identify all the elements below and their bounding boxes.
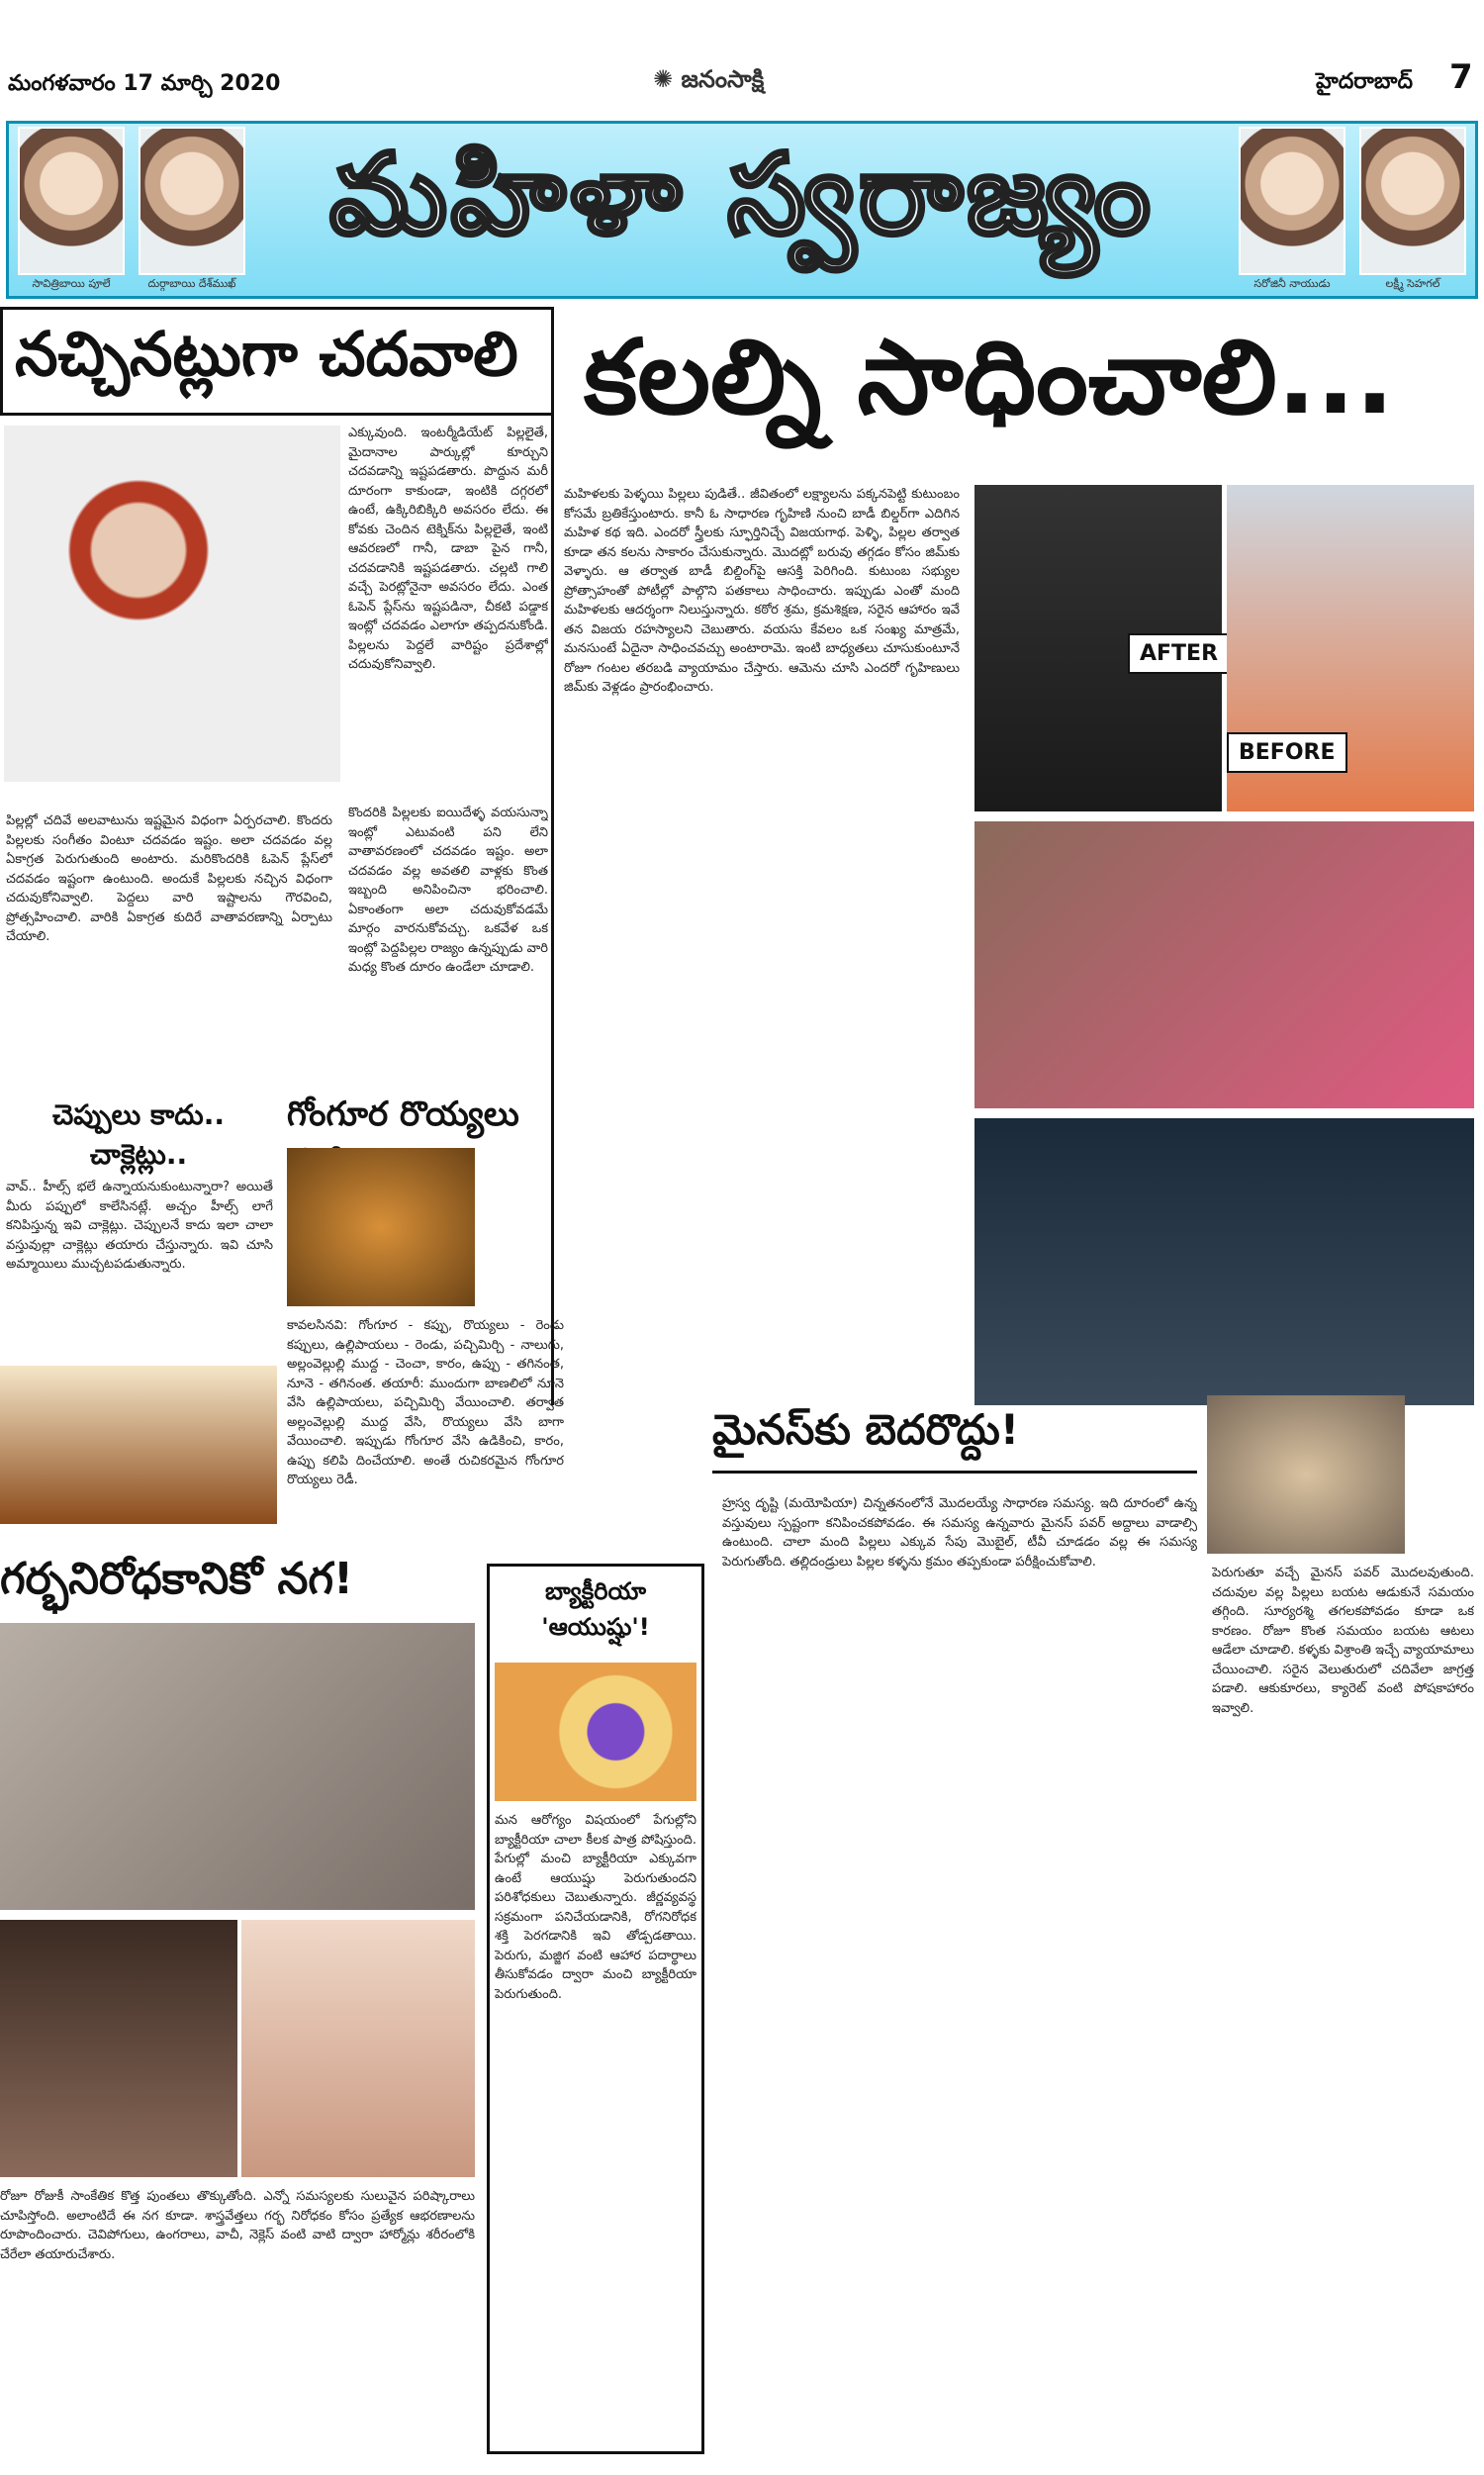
portrait-caption: దుర్గాబాయి దేశ్‌ముఖ్	[147, 277, 236, 290]
slippers-body: వావ్.. హీల్స్ భలే ఉన్నాయనుకుంటున్నారా? అయితే మీరు పప్పులో కాలేసినట్లే. అచ్చం హీల్స్ లాగే కనిపిస్తున్న ఇవి చాక్లెట్లు. చెప్పులనే కాదు ఇలా చాలా వస్తువుల్లా చాక్లెట్లు తయారు చేస్తున్నారు. ఇవి చూసి అమ్మాయిలు ముచ్చటపడుతున్నారు.	[6, 1180, 273, 1272]
recipe-photo	[287, 1148, 475, 1306]
study-column-3: పిల్లల్లో చదివే అలవాటును ఇష్టమైన విధంగా ఏర్పరచాలి. కొందరు పిల్లలకు సంగీతం వింటూ చదవడం ఇష్టం. అలా చదవడం వల్ల ఏకాగ్రత పెరుగుతుంది అంటారు. మరికొందరికి ఓపెన్ ప్లేస్‌లో చదవడం ఇష్టంగా ఉంటుంది. అందుకే పిల్లలకు నచ్చిన విధంగా చదువుకోనివ్వాలి. పెద్దలు వారి ఇష్టాలను గౌరవించి, ప్రోత్సహించాలి. వారికి ఏకాగ్రత కుదిరే వాతావరణాన్ని ఏర్పాటు చేయాలి.	[6, 813, 332, 944]
after-label: AFTER	[1128, 633, 1230, 674]
study-column-1: ఎక్కువుంది. ఇంటర్మీడియేట్ పిల్లలైతే, మైదానాల పార్కుల్లో కూర్చుని చదవడాన్ని ఇష్టపడతారు. పొద్దున మరీ దూరంగా కాకుండా, ఇంటికి దగ్గరలో ఉంటే, ఉక్కిరిబిక్కిరి అవసరం లేదు. ఈ కోవకు చెందిన టెక్నిక్‌ను పిల్లలైతే, ఇంటి ఆవరణలో గానీ, డాబా పైన గానీ, చదవడానికి ఇష్టపడతారు. చల్లటి గాలి వచ్చే పెరట్లోనైనా అవసరం లేదు. ఎంత ఓపెన్ ప్లేస్‌ను ఇష్టపడినా, చీకటి పడ్డాక ఇంట్లో చదవడం ఎలాగూ తప్పదనుకోండి. పిల్లలను పెద్దలే వారిష్టం ప్రదేశాల్లో చదువుకోనివ్వాలి.	[348, 426, 548, 672]
bacteria-body: మన ఆరోగ్యం విషయంలో పేగుల్లోని బ్యాక్టీరియా చాలా కీలక పాత్ర పోషిస్తుంది. పేగుల్లో మంచి బ్యాక్టీరియా ఎక్కువగా ఉంటే ఆయుష్షు పెరుగుతుందని పరిశోధకులు చెబుతున్నారు. జీర్ణవ్యవస్థ సక్రమంగా పనిచేయడానికి, రోగనిరోధక శక్తి పెరగడానికి ఇవి తోడ్పడతాయి. పెరుగు, మజ్జిగ వంటి ఆహార పదార్థాలు తీసుకోవడం ద్వారా మంచి బ్యాక్టీరియా పెరుగుతుంది.	[495, 1813, 696, 2002]
jewellery-photo	[0, 1623, 475, 1910]
page-number: 7	[1449, 57, 1473, 97]
dream-article-title: కలల్ని సాధించాలి...	[584, 317, 1395, 437]
family-photo	[974, 1118, 1474, 1405]
earring-photo	[0, 1920, 237, 2177]
slippers-title: చెప్పులు కాదు.. చాక్లెట్లు..	[52, 1098, 225, 1171]
portrait-caption: సరోజినీ నాయుడు	[1253, 277, 1331, 290]
minus-column-1: హ్రస్వ దృష్టి (మయోపియా) చిన్నతనంలోనే మొదలయ్యే సాధారణ సమస్య. ఇది దూరంలో ఉన్న వస్తువులు స్పష్టంగా కనిపించకపోవడం. ఈ సమస్య ఉన్నవారు మైనస్ పవర్ అద్దాలు వాడాల్సి ఉంటుంది. చాలా మంది పిల్లలు ఎక్కువ సేపు మొబైల్, టీవీ చూడడం వల్ల ఈ సమస్య పెరుగుతోంది. తల్లిదండ్రులు పిల్లల కళ్ళను క్రమం తప్పకుండా పరీక్షించుకోవాలి.	[722, 1496, 1197, 1570]
newspaper-name: జనంసాక్షి	[681, 65, 765, 93]
portrait-image	[139, 127, 245, 275]
contraception-body: రోజూ రోజుకీ సాంకేతిక కొత్త పుంతలు తొక్కుతోంది. ఎన్నో సమస్యలకు సులువైన పరిష్కారాలు చూపిస్తోంది. అలాంటిదే ఈ నగ కూడా. శాస్త్రవేత్తలు గర్భ నిరోధకం కోసం ప్రత్యేక ఆభరణాలను రూపొందించారు. చెవిపోగులు, ఉంగరాలు, వాచీ, నెక్లెస్ వంటి వాటి ద్వారా హార్మోన్లు శరీరంలోకి చేరేలా తయారుచేశారు.	[0, 2189, 475, 2262]
minus-column-2: పెరుగుతూ వచ్చే మైనస్ పవర్ మొదలవుతుంది. చదువుల వల్ల పిల్లలు బయట ఆడుకునే సమయం తగ్గింది. సూర్యరశ్మి తగలకపోవడం కూడా ఒక కారణం. రోజూ కొంత సమయం బయట ఆటలు ఆడేలా చూడాలి. కళ్ళకు విశ్రాంతి ఇచ్చే వ్యాయామాలు చేయించాలి. సరైన వెలుతురులో చదివేలా జాగ్రత్త పడాలి. ఆకుకూరలు, క్యారెట్ వంటి పోషకాహారం ఇవ్వాలి.	[1212, 1566, 1474, 1716]
glasses-photo	[1207, 1395, 1405, 1554]
portrait-caption: సావిత్రిబాయి పూలే	[32, 277, 111, 290]
recipe-body-short	[483, 1148, 564, 1306]
newspaper-logo	[653, 65, 764, 99]
logo-icon: ✺	[653, 65, 674, 93]
portrait-image	[1239, 127, 1345, 275]
banner-title: మహిళా స్వరాజ్యం	[329, 131, 1155, 259]
portrait-image	[18, 127, 125, 275]
contraception-title: గర్భనిరోధకానికో నగ!	[0, 1554, 354, 1604]
bodybuilder-photo	[974, 821, 1474, 1108]
dream-article-body: మహిళలకు పెళ్ళయి పిల్లలు పుడితే.. జీవితంలో లక్ష్యాలను పక్కనపెట్టి కుటుంబం కోసమే బ్రతికేస్తుంటారు. కానీ ఓ సాధారణ గృహిణి నుంచి బాడీ బిల్డర్‌గా ఎదిగిన మహిళ కథ ఇది. ఎందరో స్త్రీలకు స్ఫూర్తినిచ్చే విజయగాథ. పెళ్ళి, పిల్లల తర్వాత కూడా తన కలను సాకారం చేసుకున్నారు. మొదట్లో బరువు తగ్గడం కోసం జిమ్‌కు వెళ్ళారు. ఆ తర్వాత బాడీ బిల్డింగ్‌పై ఆసక్తి పెరిగింది. కుటుంబ సభ్యుల ప్రోత్సాహంతో పోటీల్లో పాల్గొని పతకాలు సాధించారు. ఇప్పుడు ఎంతో మంది మహిళలకు ఆదర్శంగా నిలుస్తున్నారు. కఠోర శ్రమ, క్రమశిక్షణ, సరైన ఆహారం ఇవే తన విజయ రహస్యాలని చెబుతారు. వయసు కేవలం ఒక సంఖ్య మాత్రమే, మనసుంటే ఏదైనా సాధించవచ్చు అంటారామె. ఇంటి బాధ్యతలు చూసుకుంటూనే రోజూ గంటల తరబడి వ్యాయామం చేస్తారు. ఆమెను చూసి ఎందరో గృహిణులు జిమ్‌కు వెళ్లడం ప్రారంభించారు.	[564, 487, 960, 695]
issue-date: మంగళవారం 17 మార్చి 2020	[8, 71, 281, 96]
before-label: BEFORE	[1227, 732, 1347, 773]
portrait-image	[1359, 127, 1466, 275]
edition-city: హైదరాబాద్	[1316, 69, 1413, 94]
bacteria-title: బ్యాక్టీరియా 'ఆయుష్షు'!	[541, 1577, 650, 1641]
study-column-2: కొందరికి పిల్లలకు ఐయిదేళ్ళ వయసున్నా ఇంట్లో ఎటువంటి పని లేని వాతావరణంలో చదవడం ఇష్టం. అలా చదవడం వల్ల అవతలి వాళ్లకు కొంత ఇబ్బంది అనిపించినా భరించాలి. ఏకాంతంగా అలా చదువుకోవడమే మార్గం వారనుకోవచ్చు. ఒకవేళ ఒక ఇంట్లో పెద్దపిల్లల రాజ్యం ఉన్నప్పుడు వారి మధ్య కొంత దూరం ఉండేలా చూడాలి.	[348, 806, 548, 975]
portrait-caption: లక్ష్మీ సెహగల్	[1385, 277, 1440, 290]
chocolate-heels-photo	[0, 1366, 277, 1524]
study-article-title: నచ్చినట్లుగా చదవాలి	[0, 307, 554, 416]
bacteria-illustration	[495, 1663, 696, 1801]
minus-title: మైనస్‌కు బెదరొద్దు!	[712, 1405, 1197, 1474]
ring-photo	[241, 1920, 475, 2177]
recipe-title: గోంగూర రొయ్యలు	[287, 1095, 519, 1134]
study-photo	[4, 426, 340, 782]
recipe-body: కావలసినవి: గోంగూర - కప్పు, రొయ్యలు - రెండు కప్పులు, ఉల్లిపాయలు - రెండు, పచ్చిమిర్చి - నాలుగు, అల్లంవెల్లుల్లి ముద్ద - చెంచా, కారం, ఉప్పు - తగినంత, నూనె - తగినంత. తయారీ: ముందుగా బాణలిలో నూనె వేసి ఉల్లిపాయలు, పచ్చిమిర్చి వేయించాలి. తర్వాత అల్లంవెల్లుల్లి ముద్ద వేసి, రొయ్యలు వేసి బాగా వేయించాలి. ఇప్పుడు గోంగూర వేసి ఉడికించి, కారం, ఉప్పు కలిపి దించేయాలి. అంతే రుచికరమైన గోంగూర రొయ్యలు రెడీ.	[287, 1318, 564, 1487]
